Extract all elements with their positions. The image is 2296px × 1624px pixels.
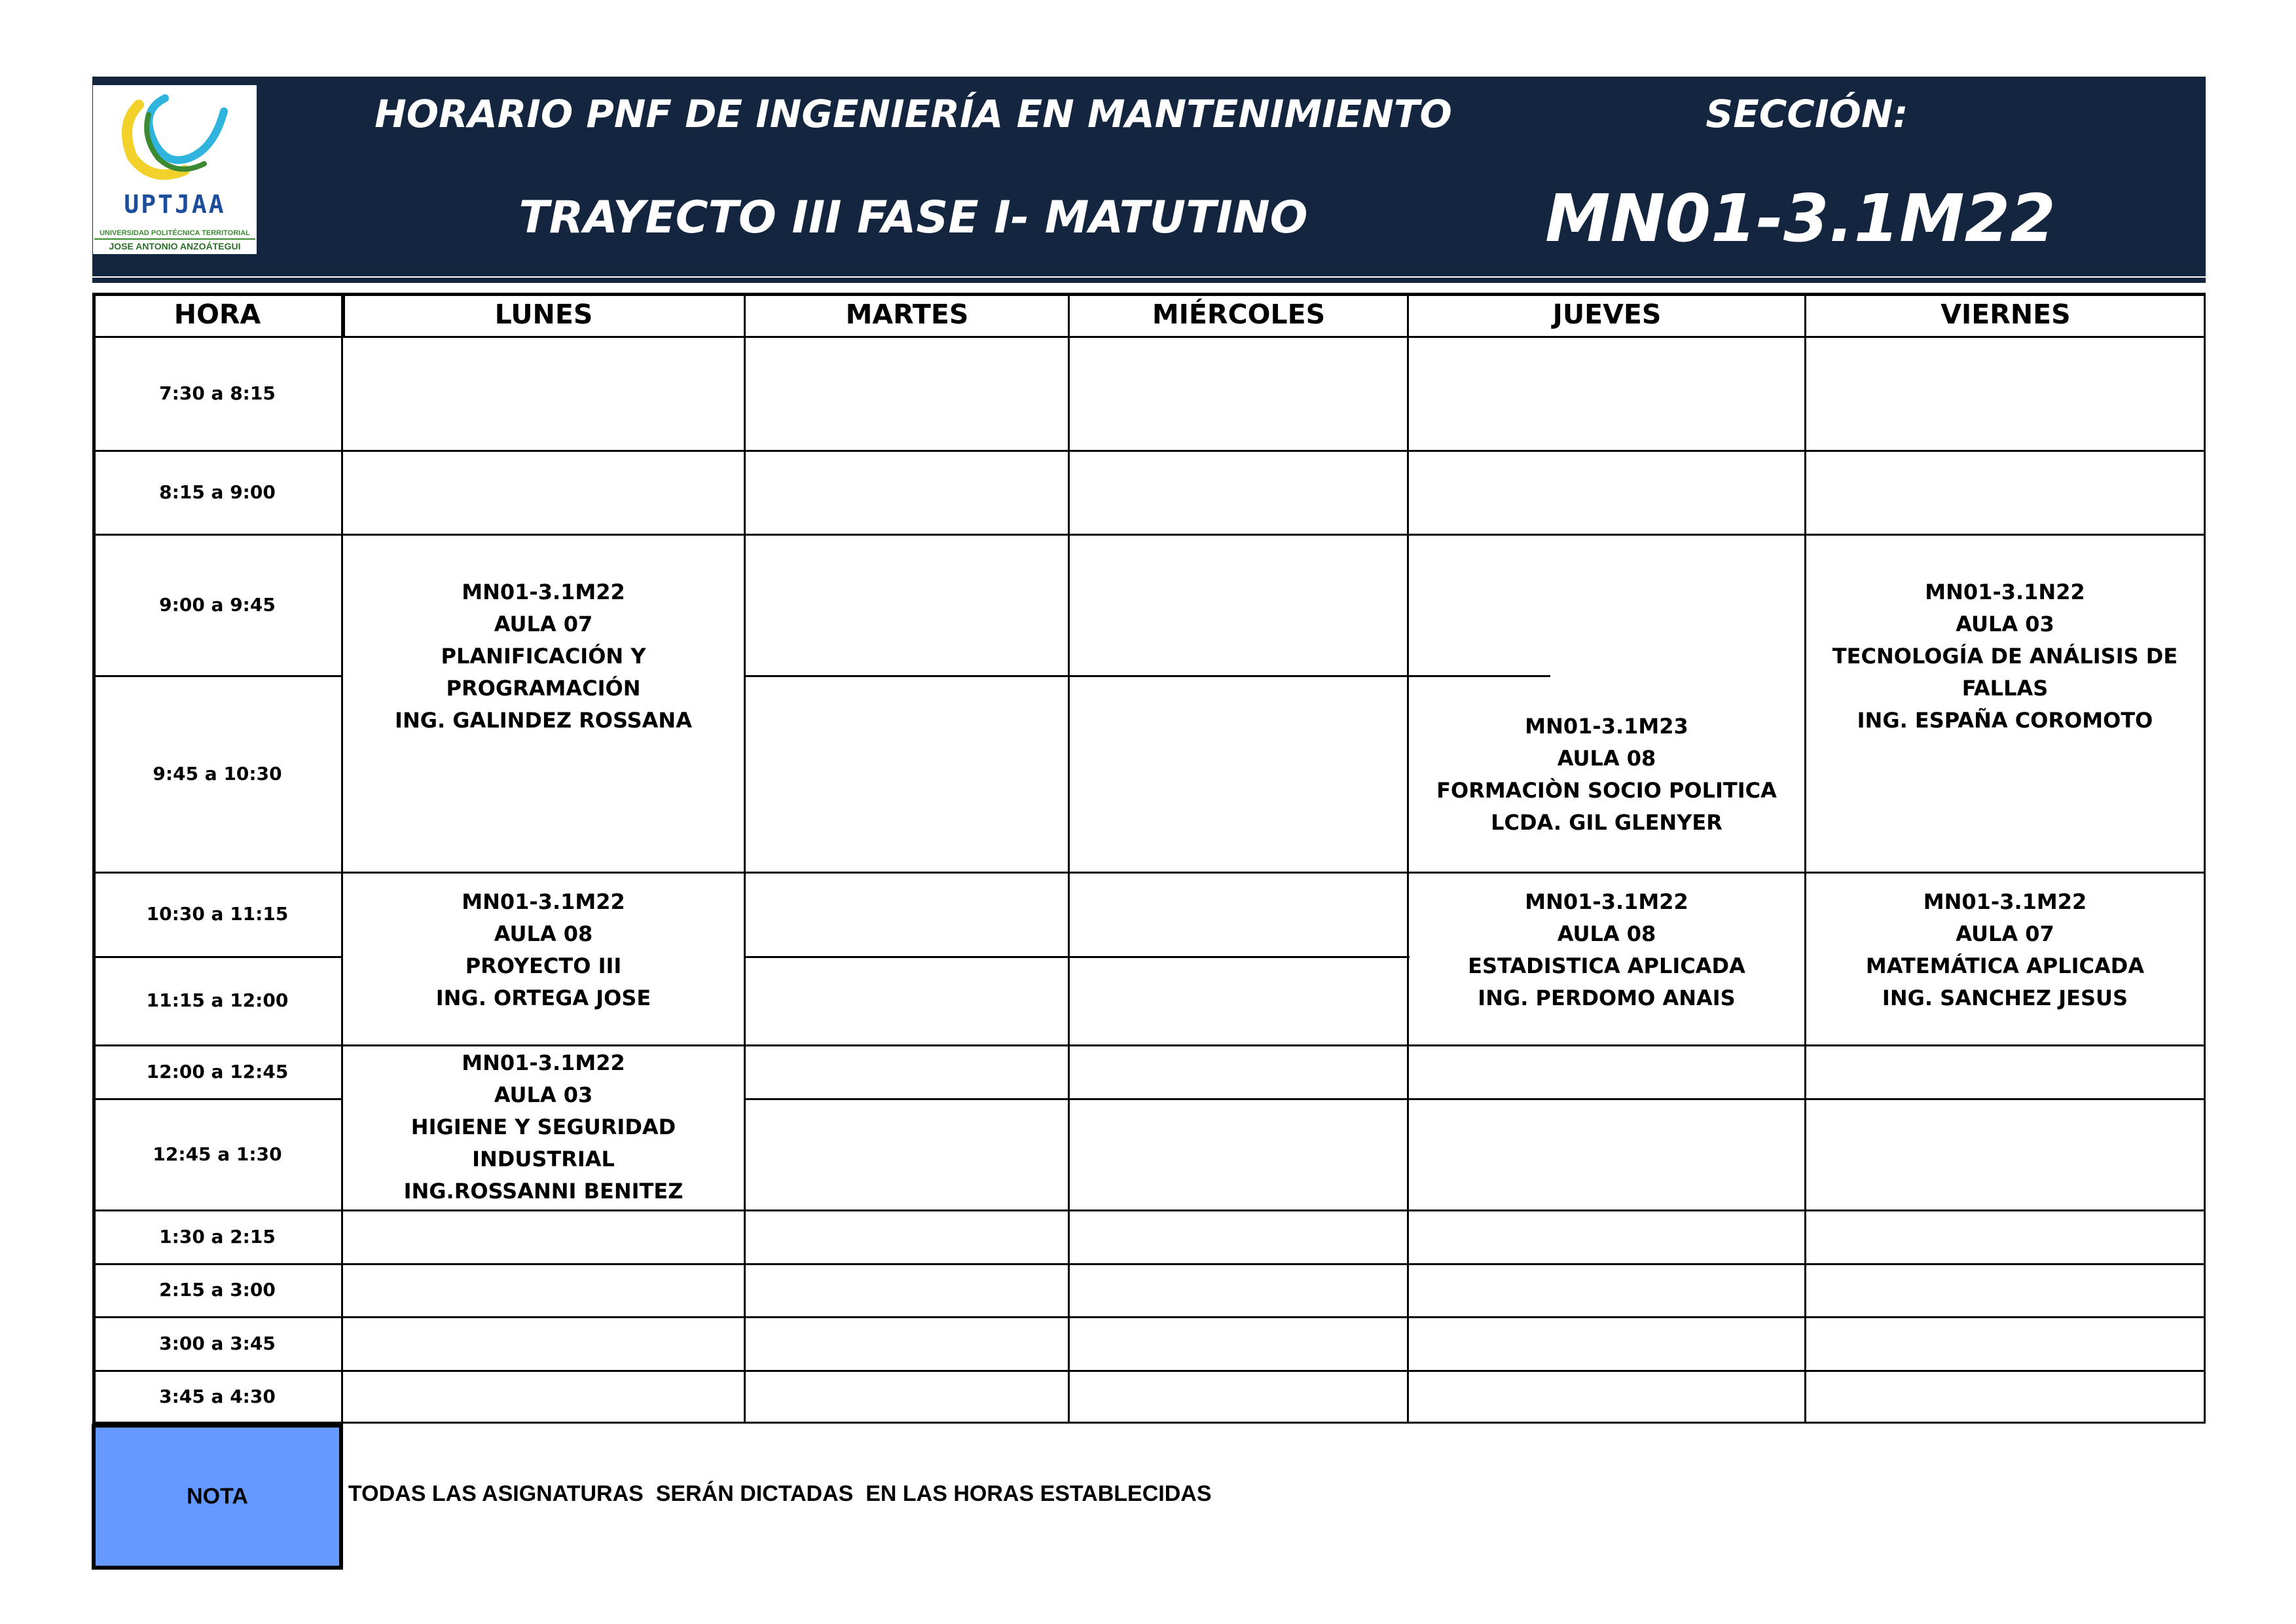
class-block-lunes-proyecto: MN01-3.1M22 AULA 08 PROYECTO III ING. ORTEGA JOSE <box>435 889 651 1010</box>
logo-wordmark: UPTJAA <box>124 190 226 219</box>
column-header-martes: MARTES <box>845 299 969 330</box>
time-slot: 3:45 a 4:30 <box>159 1385 276 1407</box>
time-slot: 9:00 a 9:45 <box>159 593 276 616</box>
class-block-jueves-formacion: MN01-3.1M23 AULA 08 FORMACIÒN SOCIO POLITICA LCDA. GIL GLENYER <box>1436 713 1777 835</box>
column-header-lunes: LUNES <box>494 299 593 330</box>
time-slot: 12:45 a 1:30 <box>153 1143 282 1165</box>
logo-emblem-icon <box>93 85 257 190</box>
column-header-viernes: VIERNES <box>1941 299 2071 330</box>
class-block-viernes-fallas: MN01-3.1N22 AULA 03 TECNOLOGÍA DE ANÁLISIS DE FALLAS ING. ESPAÑA COROMOTO <box>1832 580 2178 733</box>
time-slot: 10:30 a 11:15 <box>146 903 289 925</box>
time-slot: 11:15 a 12:00 <box>146 989 289 1011</box>
class-block-viernes-matematica: MN01-3.1M22 AULA 07 MATEMÁTICA APLICADA ING. SANCHEZ JESUS <box>1865 889 2145 1010</box>
header-separator <box>92 336 2206 338</box>
time-slot: 9:45 a 10:30 <box>153 762 282 784</box>
time-slot: 8:15 a 9:00 <box>159 481 276 503</box>
note-text: TODAS LAS ASIGNATURAS SERÁN DICTADAS EN LAS HORAS ESTABLECIDAS <box>348 1481 1212 1506</box>
class-block-lunes-higiene: MN01-3.1M22 AULA 03 HIGIENE Y SEGURIDAD INDUSTRIAL ING.ROSSANNI BENITEZ <box>403 1050 683 1204</box>
row-line <box>745 1098 2206 1100</box>
header-underline <box>92 278 2206 283</box>
time-slot: 12:00 a 12:45 <box>146 1060 289 1082</box>
column-line <box>1804 293 1806 1424</box>
class-block-jueves-estadistica: MN01-3.1M22 AULA 08 ESTADISTICA APLICADA ING. PERDOMO ANAIS <box>1468 889 1745 1010</box>
logo-subtitle: UNIVERSIDAD POLITÉCNICA TERRITORIAL <box>100 229 250 237</box>
column-header-jueves: JUEVES <box>1552 299 1662 330</box>
column-line <box>1068 293 1070 1424</box>
column-header-miercoles: MIÉRCOLES <box>1152 299 1326 330</box>
page-subtitle: TRAYECTO III FASE I- MATUTINO <box>519 192 1308 244</box>
section-label: SECCIÓN: <box>1705 92 1908 136</box>
time-slot: 3:00 a 3:45 <box>159 1332 276 1354</box>
class-block-lunes-planificacion: MN01-3.1M22 AULA 07 PLANIFICACIÓN Y PROGRAMACIÓN ING. GALINDEZ ROSSANA <box>395 580 692 733</box>
row-line <box>92 1316 2206 1318</box>
row-line <box>92 1263 2206 1265</box>
page-title: HORARIO PNF DE INGENIERÍA EN MANTENIMIENTO <box>374 92 1452 136</box>
row-line <box>92 1209 2206 1211</box>
column-line <box>744 293 746 1424</box>
schedule-table <box>92 293 2206 1424</box>
row-line <box>745 956 1410 958</box>
column-header-hora: HORA <box>173 299 261 330</box>
row-line <box>92 450 2206 452</box>
row-line <box>92 1422 2206 1424</box>
time-slot: 1:30 a 2:15 <box>159 1225 276 1247</box>
row-line <box>92 1370 2206 1372</box>
time-slot: 7:30 a 8:15 <box>159 382 276 404</box>
table-border-right <box>2204 293 2206 1424</box>
section-code: MN01-3.1M22 <box>1545 180 2056 257</box>
logo-divider <box>94 238 255 240</box>
university-logo <box>93 85 257 254</box>
note-label: NOTA <box>92 1424 343 1570</box>
logo-subtitle-name: JOSE ANTONIO ANZOÁTEGUI <box>109 241 241 251</box>
time-slot: 2:15 a 3:00 <box>159 1279 276 1301</box>
